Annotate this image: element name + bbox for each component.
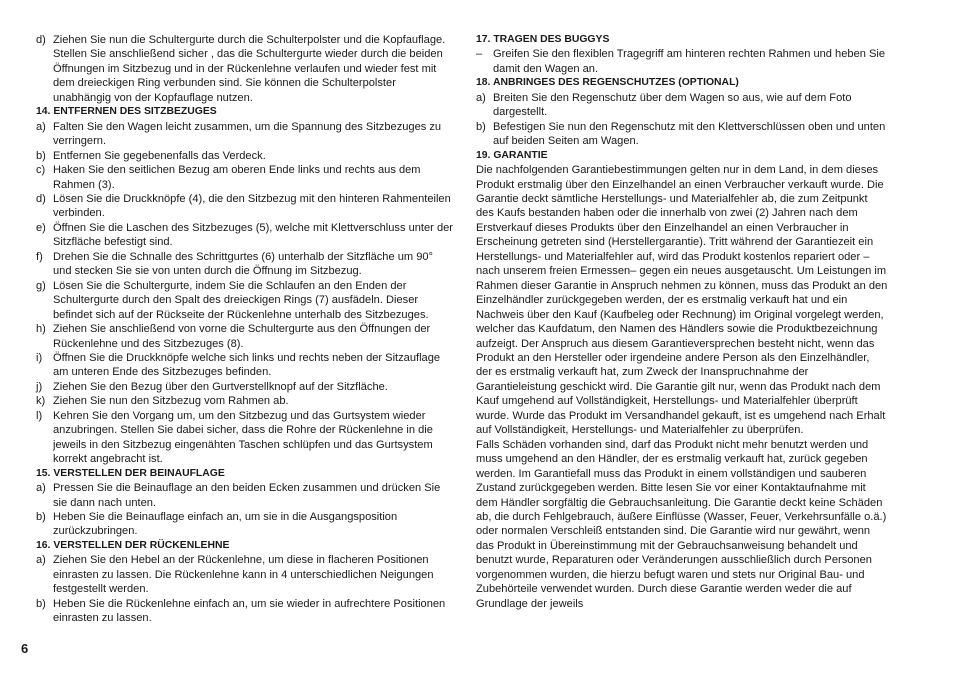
right-column xyxy=(476,33,888,611)
list-item-label: d) xyxy=(36,34,46,46)
list-item xyxy=(36,510,454,539)
list-item xyxy=(36,597,454,626)
list-item-text: Greifen Sie den flexiblen Tragegriff am hinteren rechten Rahmen und heben Sie damit den Wagen an. xyxy=(493,48,886,75)
list-item-label: d) xyxy=(36,192,46,205)
list-item xyxy=(36,380,454,394)
list-item-text: Lösen Sie die Druckknöpfe (4), die den Sitzbezug mit den hinteren Rahmenteilen verbinden. xyxy=(53,192,451,220)
list-item-label: a) xyxy=(36,482,46,495)
list-item-text: Pressen Sie die Beinauflage an den beiden Ecken zusammen und drücken Sie sie dann nach unten. xyxy=(53,482,441,509)
paragraph: Falls Schäden vorhanden sind, darf das Produkt nicht mehr benutzt werden und muss umgehend an den Händler, der es erstmalig verkauft hat, zurück gegeben werden. Im Garantiefall muss das Produkt in einem vollständigen und sauberen Zustand zurückgegeben werden. Bitte lesen Sie vor einer Kontaktaufnahme mit dem Händler sorgfältig die Gebrauchsanleitung. Die Garantie deckt keine Schäden ab, die durch Fehlgebrauch, äußere Einflüsse (Wasser, Feuer, Verkehrsunfälle o.ä.) oder normalen Verschleiß entstanden sind. Die Garantie wird nur gewährt, wenn das Produkt in Übereinstimmung mit der Gebrauchsanweisung behandelt und benutzt wurde, Reparaturen oder Veränderungen ausschließlich durch Personen vorgenommen wurden, die hierzu befugt waren und stets nur Original Bau- und Zubehörteile verwendet wurden. Durch diese Garantie werden weder die auf Grundlage der jeweils xyxy=(476,438,887,610)
list-item xyxy=(36,250,454,279)
list-item xyxy=(36,409,454,467)
left-column xyxy=(36,33,454,626)
list-item-label: c) xyxy=(36,164,46,177)
list-item-label: a) xyxy=(476,91,486,104)
list-item-label: h) xyxy=(36,323,46,336)
list-item xyxy=(476,91,888,120)
list-item-text: Ziehen Sie den Hebel an der Rückenlehne, um diese in flacheren Positionen einrasten zu lassen. Die Rückenlehne kann in 4 unterschiedlichen Neigungen festgestellt werden. xyxy=(53,554,434,596)
list-item xyxy=(36,192,454,221)
list-item-text: Kehren Sie den Vorgang um, um den Sitzbezug und das Gurtsystem wieder anzubringen. Stellen Sie dabei sicher, dass die Rohre der Rückenlehne in die jeweils in den Sitzbezug eingenähten Taschen schlüpfen und das Gurtsystem korrekt angebracht ist. xyxy=(53,409,433,466)
list-item-label: b) xyxy=(36,149,46,162)
section-heading: 18. ANBRINGES DES REGENSCHUTZES (OPTIONAL) xyxy=(476,77,739,89)
list-item-label: – xyxy=(476,48,483,61)
list-item xyxy=(36,221,454,250)
list-item-text: Lösen Sie die Schultergurte, indem Sie die Schlaufen an den Enden der Schultergurte durch den Spalt des dreieckigen Rings (7) ausfädeln. Dieser befindet sich auf der Rückseite der Rückenlehne unterhalb des Sitzbezuges. xyxy=(53,279,429,321)
list-item xyxy=(36,481,454,510)
section-heading: 15. VERSTELLEN DER BEINAUFLAGE xyxy=(36,467,225,479)
list-item-label: b) xyxy=(36,597,46,610)
list-item xyxy=(36,279,454,322)
list-item-text: Heben Sie die Beinauflage einfach an, um sie in die Ausgangsposition zurückzubringen. xyxy=(53,510,398,538)
list-item-text: Breiten Sie den Regenschutz über dem Wagen so aus, wie auf dem Foto dargestellt. xyxy=(493,91,852,119)
list-item xyxy=(36,120,454,149)
list-item-text: Befestigen Sie nun den Regenschutz mit den Klettverschlüssen oben und unten auf beiden Seiten am Wagen. xyxy=(493,120,886,148)
list-item xyxy=(36,163,454,192)
section-heading: 14. ENTFERNEN DES SITZBEZUGES xyxy=(36,106,217,118)
list-item-text: Öffnen Sie die Laschen des Sitzbezuges (5), welche mit Klettverschluss unter der Sitzfläche befestigt sind. xyxy=(53,221,453,249)
list-item-label: i) xyxy=(36,351,43,364)
paragraph: Die nachfolgenden Garantiebestimmungen gelten nur in dem Land, in dem dieses Produkt erstmalig über den Einzelhandel an einen Verbraucher verkauft wurde. Die Garantie deckt sämtliche Herstellungs- und Materialfehler ab, die zum Zeitpunkt des Kaufs bestanden haben oder die innerhalb von zwei (2) Jahren nach dem Erstverkauf dieses Produkts über den Einzelhandel an einen Verbraucher in Erscheinung getreten sind (Herstellergarantie). Tritt während der Garantiezeit ein Herstellungs- und Materialfehler auf, wird das Produkt kostenlos repariert oder – nach unserem freien Ermessen– gegen ein neues ausgetauscht. Um Leistungen im Rahmen dieser Garantie in Anspruch nehmen zu können, muss das Produkt an den Einzelhändler zurückgegeben werden, der es erstmalig verkauft hat und ein Nachweis über den Kauf (Kaufbeleg oder Rechnung) im Original vorgelegt werden, welcher das Kaufdatum, den Namen des Händlers sowie die Produktbezeichnung aufzeigt. Der Anspruch aus diesem Garantieversprechen besteht nicht, wenn das Produkt an den Hersteller oder irgendeine andere Person als den Einzelhändler, der es erstmalig verkauft hat, zum Zweck der Inanspruchnahme der Garantieleistung geschickt wird. Die Garantie gilt nur, wenn das Produkt nach dem Kauf umgehend auf Vollständigkeit, Herstellungs- und Materialfehler überprüft wurde. Wurde das Produkt im Versandhandel gekauft, ist es umgehend nach Erhalt auf Vollständigkeit, Herstellungs- und Materialfehler zu überprüfen. xyxy=(476,164,888,437)
list-item xyxy=(36,33,454,105)
list-item-text: Drehen Sie die Schnalle des Schrittgurtes (6) unterhalb der Sitzfläche um 90° und stecken Sie sie von unten durch die Öffnung im Sitzbezug. xyxy=(53,250,433,278)
list-item-label: k) xyxy=(36,395,46,408)
list-item xyxy=(36,553,454,596)
list-item-label: j) xyxy=(36,380,43,393)
list-item-text: Ziehen Sie den Bezug über den Gurtverstellknopf auf der Sitzfläche. xyxy=(53,380,388,393)
list-item xyxy=(36,394,454,408)
list-item-text: Falten Sie den Wagen leicht zusammen, um die Spannung des Sitzbezuges zu verringern. xyxy=(53,120,442,148)
list-item-label: a) xyxy=(36,554,46,567)
list-item-label: b) xyxy=(476,120,486,133)
list-item-text: Ziehen Sie anschließend von vorne die Schultergurte aus den Öffnungen der Rückenlehne und des Sitzbezuges (8). xyxy=(53,323,431,350)
section-heading: 19. GARANTIE xyxy=(476,149,548,161)
list-item-text: Öffnen Sie die Druckknöpfe welche sich links und rechts neben der Sitzauflage am unteren Ende des Sitzbezuges befinden. xyxy=(53,351,441,379)
section-heading: 16. VERSTELLEN DER RÜCKENLEHNE xyxy=(36,539,230,551)
section-heading: 17. TRAGEN DES BUGGYS xyxy=(476,34,610,45)
list-item-text: Haken Sie den seitlichen Bezug am oberen Ende links und rechts aus dem Rahmen (3). xyxy=(53,164,421,191)
list-item xyxy=(476,120,888,149)
list-item-text: Heben Sie die Rückenlehne einfach an, um sie wieder in aufrechtere Positionen einrasten zu lassen. xyxy=(53,597,446,625)
list-item xyxy=(36,351,454,380)
list-item-label: b) xyxy=(36,510,46,523)
list-item-text: Entfernen Sie gegebenenfalls das Verdeck. xyxy=(53,149,266,162)
list-item xyxy=(36,149,454,163)
list-item-label: f) xyxy=(36,250,43,263)
page-number: 6 xyxy=(21,641,29,656)
list-item-text: Ziehen Sie nun die Schultergurte durch die Schulterpolster und die Kopfauflage. Stellen Sie anschließend sicher , das die Schultergurte wieder durch die beiden Öffnungen im Sitzbezug und in der Rückenlehne verlaufen und wieder fest mit dem dreieckigen Ring verbunden sind. Sie können die Schulterpolster unabhängig von der Kopfauflage nutzen. xyxy=(53,34,446,104)
list-item-text: Ziehen Sie nun den Sitzbezug vom Rahmen ab. xyxy=(53,395,289,408)
list-item xyxy=(476,47,888,76)
list-item-label: g) xyxy=(36,279,46,292)
list-item-label: e) xyxy=(36,221,46,234)
list-item-label: a) xyxy=(36,120,46,133)
list-item-label: l) xyxy=(36,409,43,422)
list-item xyxy=(36,322,454,351)
